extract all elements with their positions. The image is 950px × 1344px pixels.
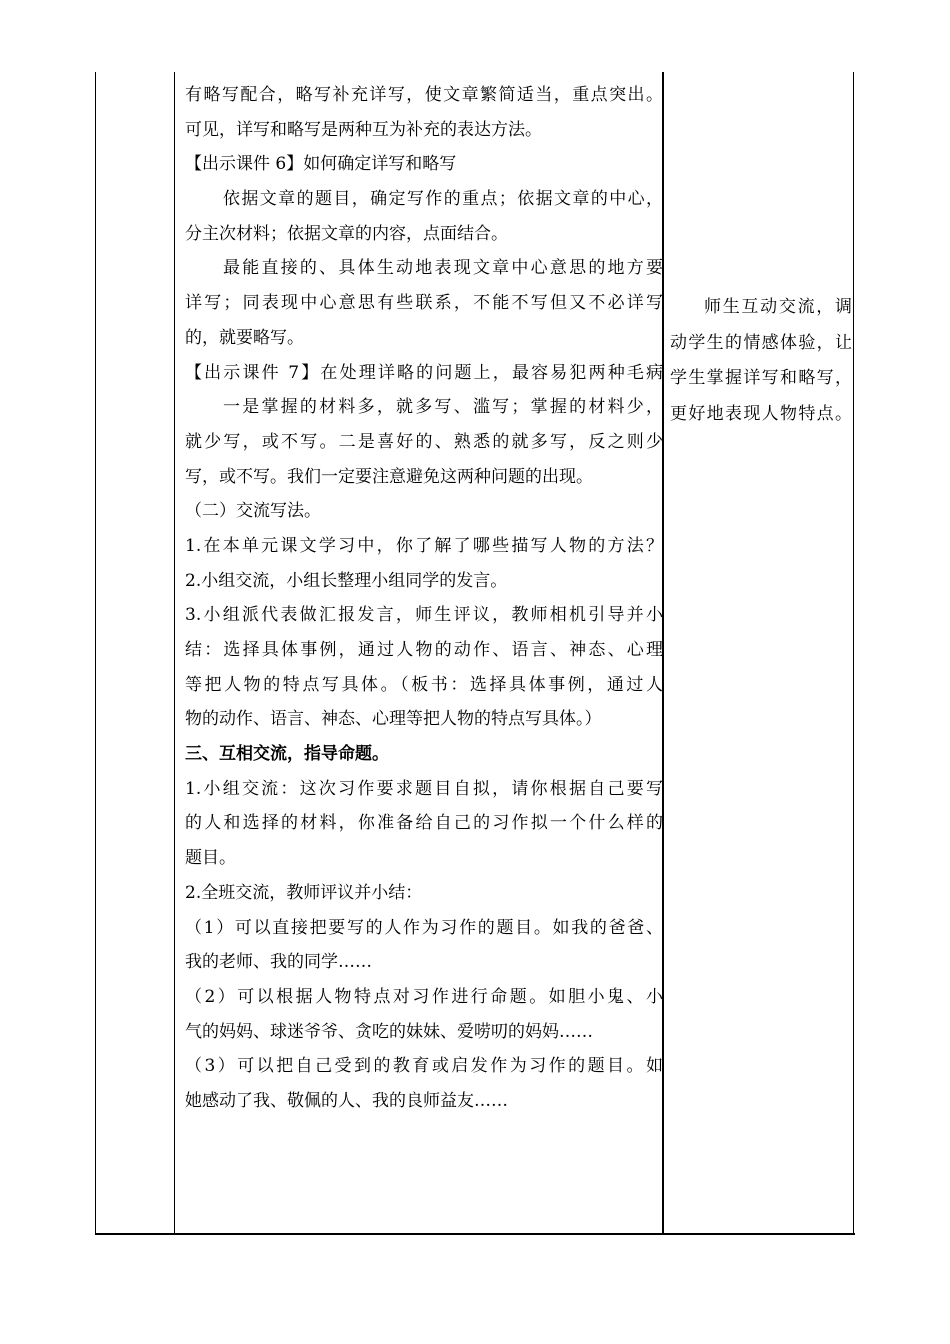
text-line: 【出示课件 6】如何确定详写和略写 (185, 154, 457, 175)
text-line: 1.小组交流：这次习作要求题目自拟，请你根据自己要写 (185, 778, 663, 799)
text-line: 3.小组派代表做汇报发言，师生评议，教师相机引导并小 (185, 605, 663, 626)
text-line: （1）可以直接把要写的人作为习作的题目。如我的爸爸、 (185, 917, 663, 938)
text-line: 等把人物的特点写具体。（板书：选择具体事例，通过人 (185, 674, 663, 695)
table-divider-1 (174, 72, 175, 1234)
text-line: 三、互相交流，指导命题。 (185, 744, 389, 765)
text-line: 的，就要略写。 (185, 327, 304, 348)
table-border-right (853, 72, 854, 1234)
text-line: 分主次材料；依据文章的内容，点面结合。 (185, 223, 508, 244)
text-line: 可见，详写和略写是两种互为补充的表达方法。 (185, 119, 542, 140)
text-line: 她感动了我、敬佩的人、我的良师益友…… (185, 1090, 508, 1111)
text-line: 2.全班交流，教师评议并小结： (185, 882, 423, 903)
text-line: 详写；同表现中心意思有些联系，不能不写但又不必详写 (185, 293, 663, 314)
text-line: （2）可以根据人物特点对习作进行命题。如胆小鬼、小 (185, 986, 663, 1007)
text-line: 我的老师、我的同学…… (185, 952, 372, 973)
text-line: 【出示课件 7】在处理详略的问题上，最容易犯两种毛病 (185, 362, 663, 383)
text-line: 有略写配合，略写补充详写，使文章繁简适当，重点突出。 (185, 85, 663, 105)
text-line: 结：选择具体事例，通过人物的动作、语言、神态、心理 (185, 640, 663, 660)
text-line: 物的动作、语言、神态、心理等把人物的特点写具体。） (185, 709, 602, 730)
text-line: 的人和选择的材料，你准备给自己的习作拟一个什么样的 (185, 813, 663, 834)
design-intent-cell (670, 290, 852, 432)
teaching-process-cell (185, 78, 663, 1119)
text-line: （3）可以把自己受到的教育或启发作为习作的题目。如 (185, 1056, 663, 1077)
intent-text-line: 更好地表现人物特点。 (670, 403, 852, 424)
intent-text-line: 师生互动交流，调 (704, 297, 852, 317)
text-line: 写，或不写。我们一定要注意避免这两种问题的出现。 (185, 466, 593, 487)
intent-text-line: 动学生的情感体验，让 (670, 332, 852, 353)
text-line: 题目。 (185, 848, 236, 869)
text-line: 最能直接的、具体生动地表现文章中心意思的地方要 (223, 258, 663, 279)
text-line: 2.小组交流，小组长整理小组同学的发言。 (185, 570, 508, 591)
text-line: （二）交流写法。 (185, 501, 321, 522)
table-border-bottom (95, 1233, 855, 1235)
table-border-left (95, 72, 96, 1234)
intent-text-line: 学生掌握详写和略写， (670, 368, 852, 388)
text-line: 气的妈妈、球迷爷爷、贪吃的妹妹、爱唠叨的妈妈…… (185, 1021, 593, 1042)
text-line: 1.在本单元课文学习中，你了解了哪些描写人物的方法？ (185, 535, 663, 556)
text-line: 就少写，或不写。二是喜好的、熟悉的就多写，反之则少 (185, 431, 663, 452)
text-line: 依据文章的题目，确定写作的重点；依据文章的中心， (223, 189, 663, 210)
text-line: 一是掌握的材料多，就多写、滥写；掌握的材料少， (223, 397, 663, 418)
